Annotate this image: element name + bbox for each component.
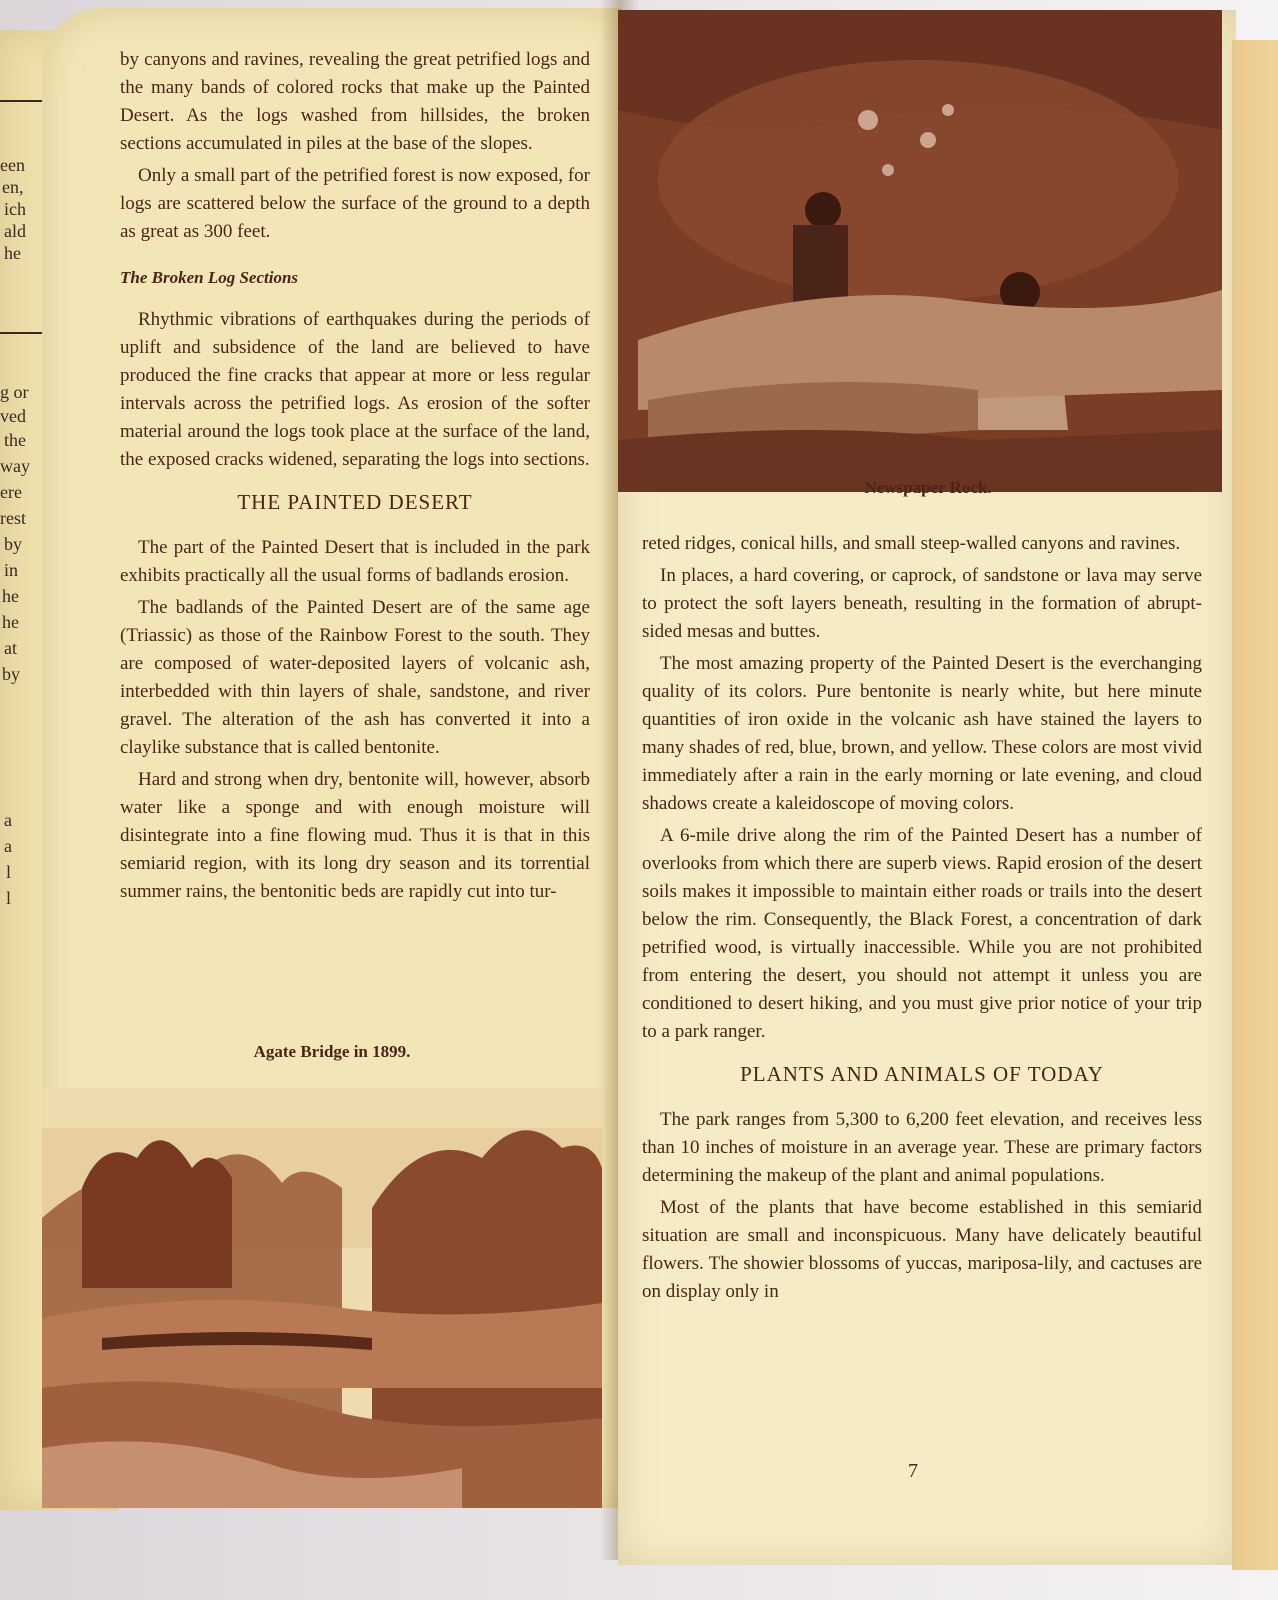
previous-page-fragment: a: [4, 810, 12, 830]
previous-page-fragment: he: [2, 612, 19, 632]
subheading: The Broken Log Sections: [120, 268, 299, 287]
previous-page-fragment: ich: [4, 199, 26, 219]
section-heading: PLANTS AND ANIMALS OF TODAY: [740, 1062, 1104, 1086]
previous-page-fragment: at: [4, 638, 17, 658]
previous-page-fragment: l: [6, 888, 12, 908]
paragraph: A 6-mile drive along the rim of the Painted Desert has a number of overlooks from which there are superb views. Rapid erosion of the desert soils makes it impossible to maintain either roads or trails into the desert below the rim. Consequently, the Black Forest, a concentration of dark petrified wood, is virtually inaccessible. While you are not prohibited from entering the desert, you should not attempt it unless you are conditioned to desert hiking, and you must give prior notice of your trip to a park ranger.: [642, 825, 1202, 1042]
previous-page-fragment: the: [4, 430, 26, 450]
paragraph: Most of the plants that have become established in this semiarid situation are small and inconspicuous. Many have delicately beautiful flowers. The showier blossoms of yuccas, mariposa-lily, and cactuses are on display only in: [642, 1197, 1202, 1302]
previous-page-fragment: g or: [0, 382, 29, 402]
previous-page-fragment: ved: [0, 406, 26, 426]
photo-caption: Newspaper Rock.: [864, 478, 992, 497]
previous-page-fragment: he: [2, 586, 19, 606]
previous-page-fragment: a: [4, 836, 12, 856]
paragraph: Hard and strong when dry, bentonite will, however, absorb water like a sponge and with enough moisture will disintegrate into a fine flowing mud. Thus it is that in this semiarid region, with its long dry season and its torrential summer rains, the bentonitic beds are rapidly cut into tur-: [120, 769, 590, 902]
photo-caption: Agate Bridge in 1899.: [253, 1042, 411, 1061]
paragraph: The park ranges from 5,300 to 6,200 feet elevation, and receives less than 10 inches of moisture in an average year. These are primary factors determining the makeup of the plant and animal populations.: [642, 1109, 1202, 1186]
previous-page-fragment: by: [2, 664, 20, 684]
previous-page-fragment: in: [4, 560, 19, 580]
previous-page-fragment: ere: [0, 482, 22, 502]
right-text-column: [642, 530, 1202, 1310]
previous-page-fragment: l: [6, 862, 12, 882]
previous-page-fragment: en,: [2, 177, 24, 197]
paragraph: Only a small part of the petrified forest is now exposed, for logs are scattered below the surface of the ground to a depth as great as 300 feet.: [120, 165, 590, 242]
left-page: [42, 8, 622, 1508]
paragraph: The most amazing property of the Painted Desert is the everchanging quality of its colors. Pure bentonite is nearly white, but here minute quantities of iron oxide in the volcanic ash have stained the layers to many shades of red, blue, brown, and yellow. These colors are most vivid immediately after a rain in the early morning or late evening, and cloud shadows create a kaleidoscope of moving colors.: [642, 653, 1202, 814]
left-text-column: [120, 46, 590, 910]
agate-bridge-photo: [42, 1088, 602, 1508]
paragraph: The part of the Painted Desert that is included in the park exhibits practically all the usual forms of badlands erosion.: [120, 537, 590, 586]
section-heading: THE PAINTED DESERT: [237, 490, 473, 514]
previous-page-fragment: he: [4, 243, 21, 263]
previous-page-fragment: by: [4, 534, 22, 554]
paragraph: reted ridges, conical hills, and small steep-walled canyons and ravines.: [642, 533, 1181, 554]
page-number: 7: [908, 1460, 918, 1482]
paragraph: The badlands of the Painted Desert are of the same age (Triassic) as those of the Rainbow Forest to the south. They are composed of water-deposited layers of volcanic ash, interbedded with thin layers of shale, sandstone, and river gravel. The alteration of the ash has converted it into a claylike substance that is called bentonite.: [120, 597, 590, 758]
newspaper-rock-photo: [618, 10, 1222, 492]
previous-page-fragment: way: [0, 456, 30, 476]
right-page: [618, 10, 1236, 1565]
paragraph: Rhythmic vibrations of earthquakes during the periods of uplift and subsidence of the land are believed to have produced the fine cracks that appear at more or less regular intervals across the petrified logs. As erosion of the softer material around the logs took place at the surface of the land, the exposed cracks widened, separating the logs into sections.: [120, 309, 590, 470]
paragraph: In places, a hard covering, or caprock, of sandstone or lava may serve to protect the soft layers beneath, resulting in the formation of abrupt-sided mesas and buttes.: [642, 565, 1202, 642]
previous-page-fragment: ald: [4, 221, 26, 241]
next-page-edge: [1232, 40, 1278, 1570]
paragraph: by canyons and ravines, revealing the great petrified logs and the many bands of colored rocks that make up the Painted Desert. As the logs washed from hillsides, the broken sections accumulated in piles at the base of the slopes.: [120, 49, 590, 154]
previous-page-fragment: een: [0, 155, 25, 175]
previous-page-fragment: rest: [0, 508, 26, 528]
